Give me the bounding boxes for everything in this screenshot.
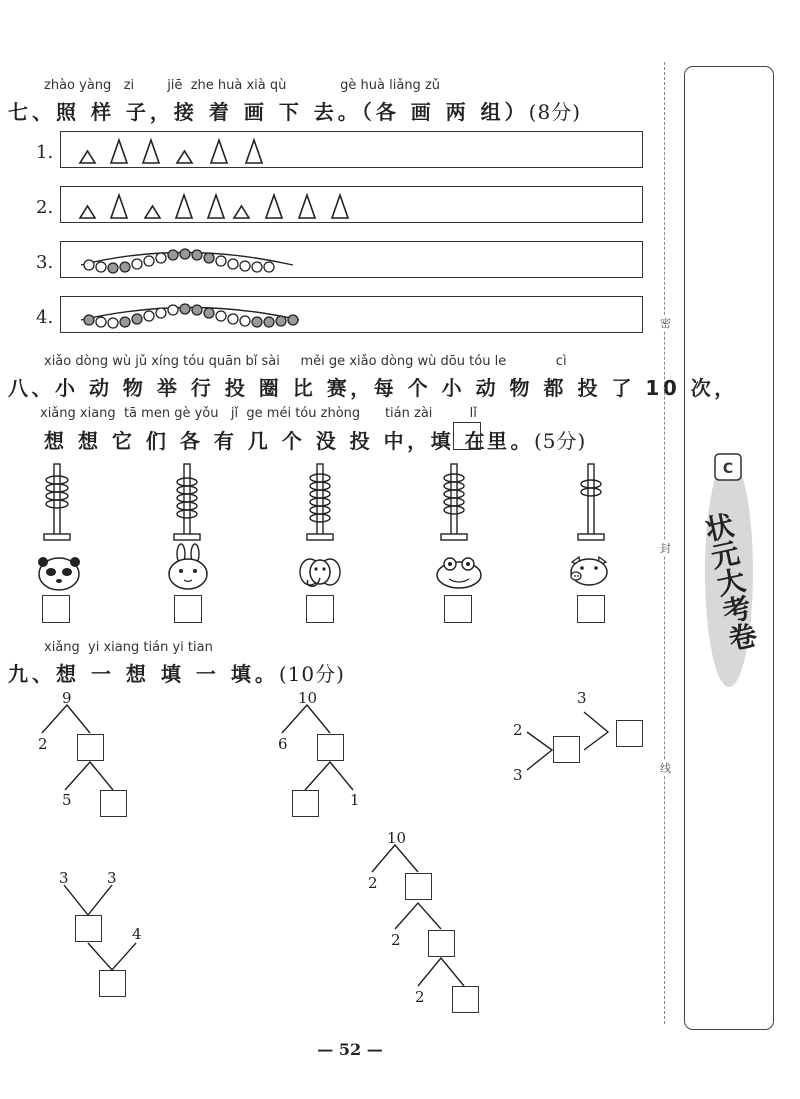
tree2-box2[interactable] [292,790,319,817]
section9-title: 九、想 一 想 填 一 填。(10分) [8,662,345,686]
tree5-box2[interactable] [428,930,455,957]
tree1-left: 2 [38,735,48,753]
tree1-bottom: 5 [62,791,72,809]
tree4-top1: 3 [59,869,69,887]
section8-pinyin-2: xiǎng xiang tā men gè yǒu jǐ ge méi tóu zhòng tián zài lǐ [40,406,477,421]
seal-char-2: 封 [660,542,671,555]
row-number-4: 4. [36,307,54,328]
section8-pinyin-1: xiǎo dòng wù jǔ xíng tóu quān bǐ sài měi ge xiǎo dòng wù dōu tóu le cì [44,354,567,369]
tree3-box1[interactable] [553,736,580,763]
tree5-n3: 2 [415,988,425,1006]
seal-char-1: 密 [660,317,671,330]
tree3-top: 3 [577,689,587,707]
section8-title-line1: 八、小 动 物 举 行 投 圈 比 赛，每 个 小 动 物 都 投 了 10 次， [8,376,738,400]
tree5-n1: 2 [368,874,378,892]
tree4-box1[interactable] [75,915,102,942]
sidebar-panel [684,66,774,1030]
tree2-top: 10 [298,689,318,707]
seal-char-3: 线 [660,762,671,775]
tree2-left: 6 [278,735,288,753]
tree1-box1[interactable] [77,734,104,761]
tree5-box3[interactable] [452,986,479,1013]
tree3-left2: 3 [513,766,523,784]
tree2-box1[interactable] [317,734,344,761]
tree1-box2[interactable] [100,790,127,817]
tree3-left1: 2 [513,721,523,739]
row-number-3: 3. [36,252,54,273]
tree4-side: 4 [132,925,142,943]
brand-name: 状元大考卷 [698,509,761,654]
tree5-n2: 2 [391,931,401,949]
svg-text:C: C [722,461,734,477]
section8-title-line2-end: 里。(5分) [487,429,587,453]
tree2-bottom: 1 [350,791,360,809]
row-number-2: 2. [36,197,54,218]
section7-pinyin: zhào yàng zi jiē zhe huà xià qù gè huà liǎng zǔ [44,78,441,93]
tree4-box2[interactable] [99,970,126,997]
tree5-box1[interactable] [405,873,432,900]
tree3-box2[interactable] [616,720,643,747]
section8-title-line2: 想 想 它 们 各 有 几 个 没 投 中，填 在 [44,429,489,453]
section9-pinyin: xiǎng yi xiang tián yi tian [44,640,213,655]
page-number: — 52 — [317,1040,383,1059]
tree5-top: 10 [387,829,407,847]
tree1-top: 9 [62,689,72,707]
tree4-top2: 3 [107,869,117,887]
section7-title: 七、照 样 子，接 着 画 下 去。（各 画 两 组）(8分) [8,100,582,124]
row-number-1: 1. [36,142,54,163]
